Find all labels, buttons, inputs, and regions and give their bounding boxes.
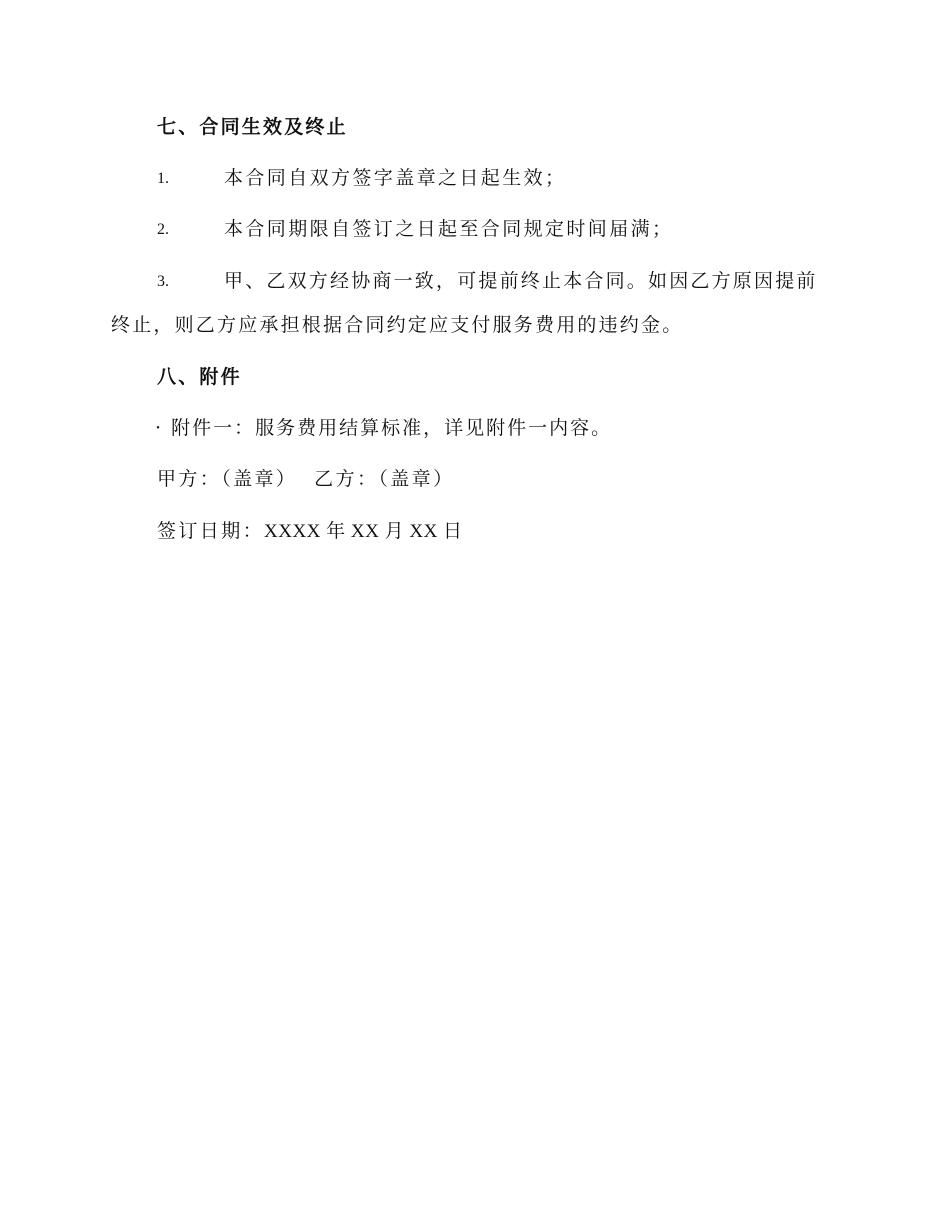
- attachment-item: · 附件一：服务费用结算标准，详见附件一内容。: [155, 417, 613, 439]
- signature-date: [157, 519, 463, 544]
- item-3-number: 3.: [157, 273, 169, 290]
- section-seven-heading: 七、合同生效及终止: [157, 116, 348, 138]
- signature-date-value: XXXX 年 XX 月 XX 日: [264, 521, 463, 542]
- item-2-number: 2.: [157, 221, 169, 238]
- item-1-number: 1.: [157, 170, 169, 187]
- signature-parties: 甲方：（盖章） 乙方：（盖章）: [157, 468, 455, 490]
- item-2-text: 本合同期限自签订之日起至合同规定时间届满；: [224, 218, 674, 240]
- section-eight-heading: 八、附件: [157, 366, 242, 388]
- signature-date-label: 签订日期：: [157, 520, 265, 542]
- item-1-text: 本合同自双方签字盖章之日起生效；: [224, 167, 567, 189]
- item-3-text-line1: 甲、乙双方经协商一致，可提前终止本合同。如因乙方原因提前: [224, 270, 818, 292]
- item-3-text-line2: 终止，则乙方应承担根据合同约定应支付服务费用的违约金。: [111, 314, 684, 336]
